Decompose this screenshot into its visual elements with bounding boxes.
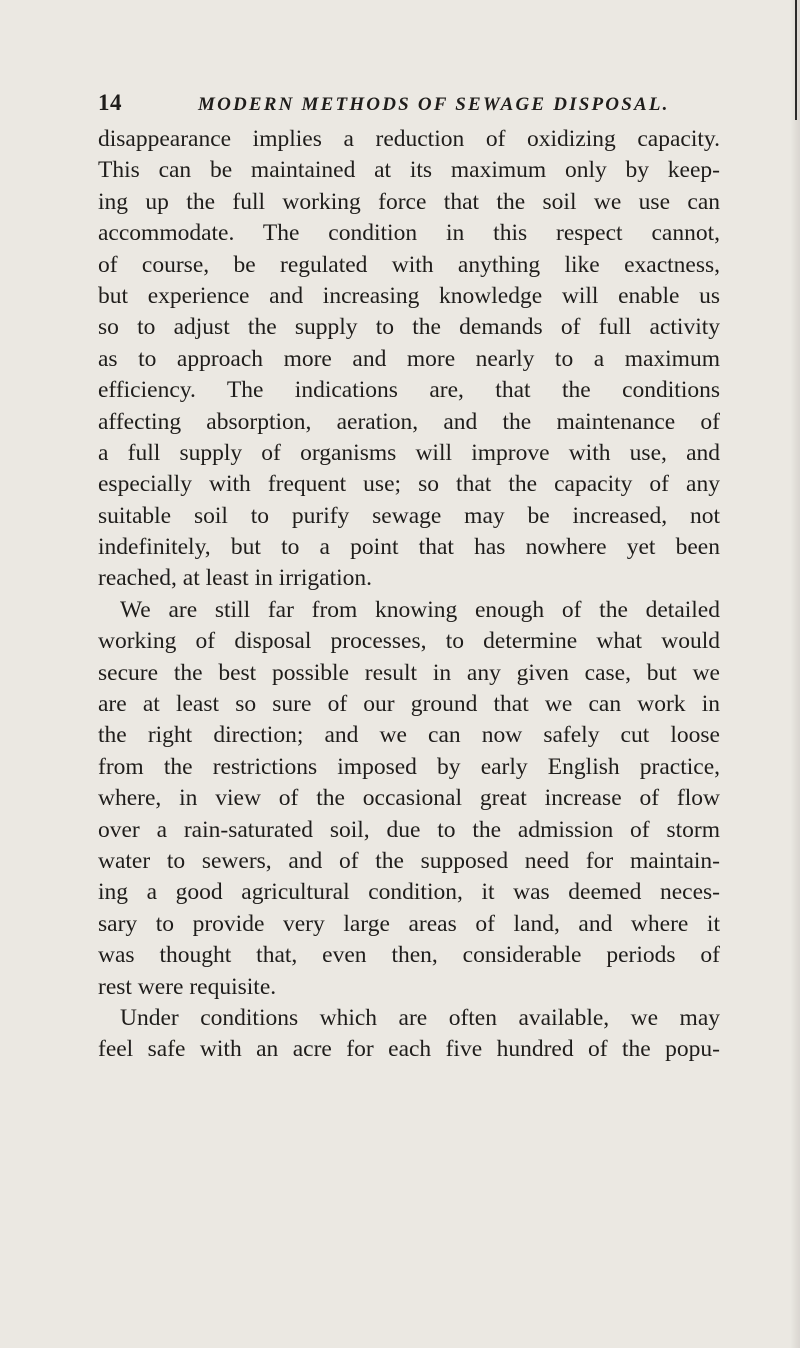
text-line: reached, at least in irrigation. xyxy=(98,565,373,592)
body-text xyxy=(98,124,720,1066)
page-number: 14 xyxy=(98,90,122,115)
text-line: of course, be regulated with anything like exactness, xyxy=(98,251,720,278)
text-line: are at least so sure of our ground that we can work in xyxy=(98,691,720,718)
text-line: but experience and increasing knowledge will enable us xyxy=(98,282,720,309)
paragraph-start-line: Under conditions which are often available, we may xyxy=(120,1004,720,1031)
text-line: so to adjust the supply to the demands of full activity xyxy=(98,314,720,341)
running-head xyxy=(98,90,718,118)
text-line: sary to provide very large areas of land, and where it xyxy=(98,910,720,937)
text-line: suitable soil to purify sewage may be increased, not xyxy=(98,502,720,529)
text-line: working of disposal processes, to determine what would xyxy=(98,628,720,655)
text-line: efficiency. The indications are, that the conditions xyxy=(98,377,720,404)
text-line: feel safe with an acre for each five hundred of the popu- xyxy=(98,1036,720,1063)
text-line: as to approach more and more nearly to a maximum xyxy=(98,345,720,372)
text-line: affecting absorption, aeration, and the maintenance of xyxy=(98,408,720,435)
page-edge-shadow xyxy=(790,0,800,1348)
text-line: secure the best possible result in any given case, but we xyxy=(98,659,720,686)
text-line: ing a good agricultural condition, it was deemed neces- xyxy=(98,879,720,906)
text-line: over a rain-saturated soil, due to the admission of storm xyxy=(98,816,720,843)
text-line: especially with frequent use; so that the capacity of any xyxy=(98,471,720,498)
text-line: indefinitely, but to a point that has nowhere yet been xyxy=(98,534,720,561)
running-title: MODERN METHODS OF SEWAGE DISPOSAL. xyxy=(198,94,670,115)
text-line: water to sewers, and of the supposed need for maintain- xyxy=(98,847,720,874)
text-line: where, in view of the occasional great increase of flow xyxy=(98,785,720,812)
text-line: ing up the full working force that the soil we use can xyxy=(98,188,720,215)
text-line: disappearance implies a reduction of oxidizing capacity. xyxy=(98,126,720,152)
text-line: a full supply of organisms will improve with use, and xyxy=(98,439,720,466)
text-line: accommodate. The condition in this respect cannot, xyxy=(98,220,720,247)
text-line: from the restrictions imposed by early English practice, xyxy=(98,753,720,780)
text-line: the right direction; and we can now safely cut loose xyxy=(98,722,720,749)
text-line: rest were requisite. xyxy=(98,973,277,1000)
page-edge-mark xyxy=(795,0,797,120)
text-line: was thought that, even then, considerable periods of xyxy=(98,942,720,969)
text-line: This can be maintained at its maximum only by keep- xyxy=(98,157,720,184)
paragraph-start-line: We are still far from knowing enough of the detailed xyxy=(120,596,720,623)
